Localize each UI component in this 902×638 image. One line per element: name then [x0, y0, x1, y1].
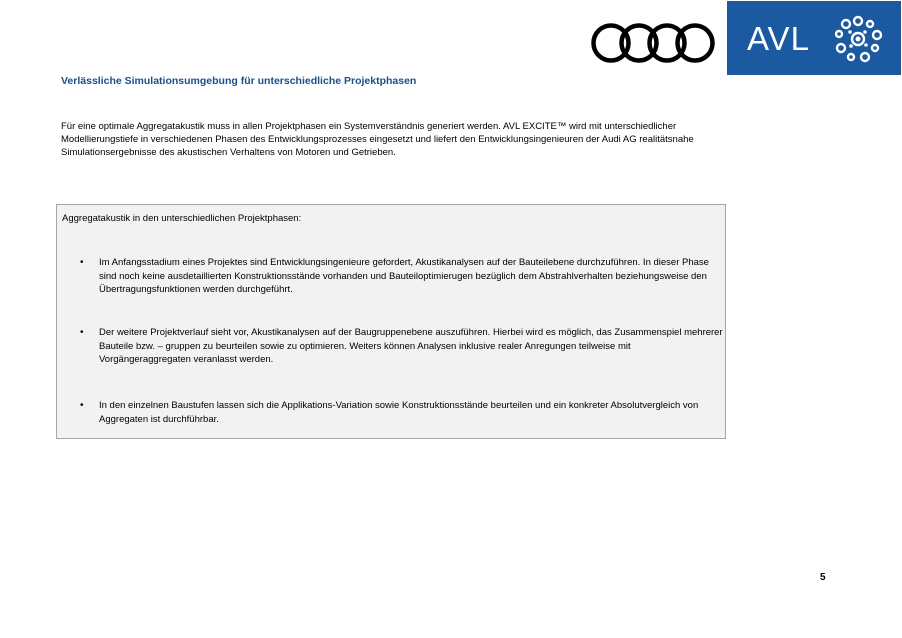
bullet-item [77, 326, 725, 367]
avl-logo [727, 1, 901, 75]
box-heading: Aggregatakustik in den unterschiedlichen Projektphasen: [62, 213, 302, 224]
bullet-dot: • [80, 257, 84, 268]
bullet-text: Der weitere Projektverlauf sieht vor, Akustikanalysen auf der Baugruppenebene auszuführen. Hierbei wird es möglich, das Zusammenspiel mehrerer Bauteile bzw. – gruppen zu beurteilen sowie zu optimieren. Weiters können Analysen inklusive realer Anregungen teilweise mit Vorgängeraggregaten veranlasst werden. [99, 327, 723, 365]
bullet-text: In den einzelnen Baustufen lassen sich die Applikations-Variation sowie Konstruktionsstände beurteilen und ein konkreter Absolutvergleich von Aggregaten ist durchführbar. [99, 400, 699, 425]
page-title: Verlässliche Simulationsumgebung für unterschiedliche Projektphasen [61, 75, 417, 87]
audi-rings-logo [590, 22, 716, 64]
intro-paragraph: Für eine optimale Aggregatakustik muss in allen Projektphasen ein Systemverständnis generiert werden. AVL EXCITE™ wird mit unterschiedlicher Modellierungstiefe in verschiedenen Phasen des Entwicklungsprozesses eingesetzt und liefert den Entwicklungsingenieuren der Audi AG realitätsnahe Simulationsergebnisse des akustischen Verhaltens von Motoren und Getrieben. [61, 121, 694, 158]
avl-emblem-icon [832, 13, 884, 65]
page-number: 5 [820, 572, 826, 583]
bullet-text: Im Anfangsstadium eines Projektes sind Entwicklungsingenieure gefordert, Akustikanalysen auf der Bauteilebene durchzuführen. In dieser Phase sind noch keine ausdetaillierten Konstruktionsstände vorhanden und Bauteiloptimierugen bezüglich dem Abstrahlverhalten beziehungsweise den Übertragungsfunktionen werden durchgeführt. [99, 257, 709, 295]
bullet-item [77, 399, 725, 426]
avl-logo-text: AVL [747, 20, 810, 57]
bullet-dot: • [80, 327, 84, 338]
info-box [56, 204, 726, 439]
bullet-dot: • [80, 400, 84, 411]
bullet-item [77, 256, 725, 297]
